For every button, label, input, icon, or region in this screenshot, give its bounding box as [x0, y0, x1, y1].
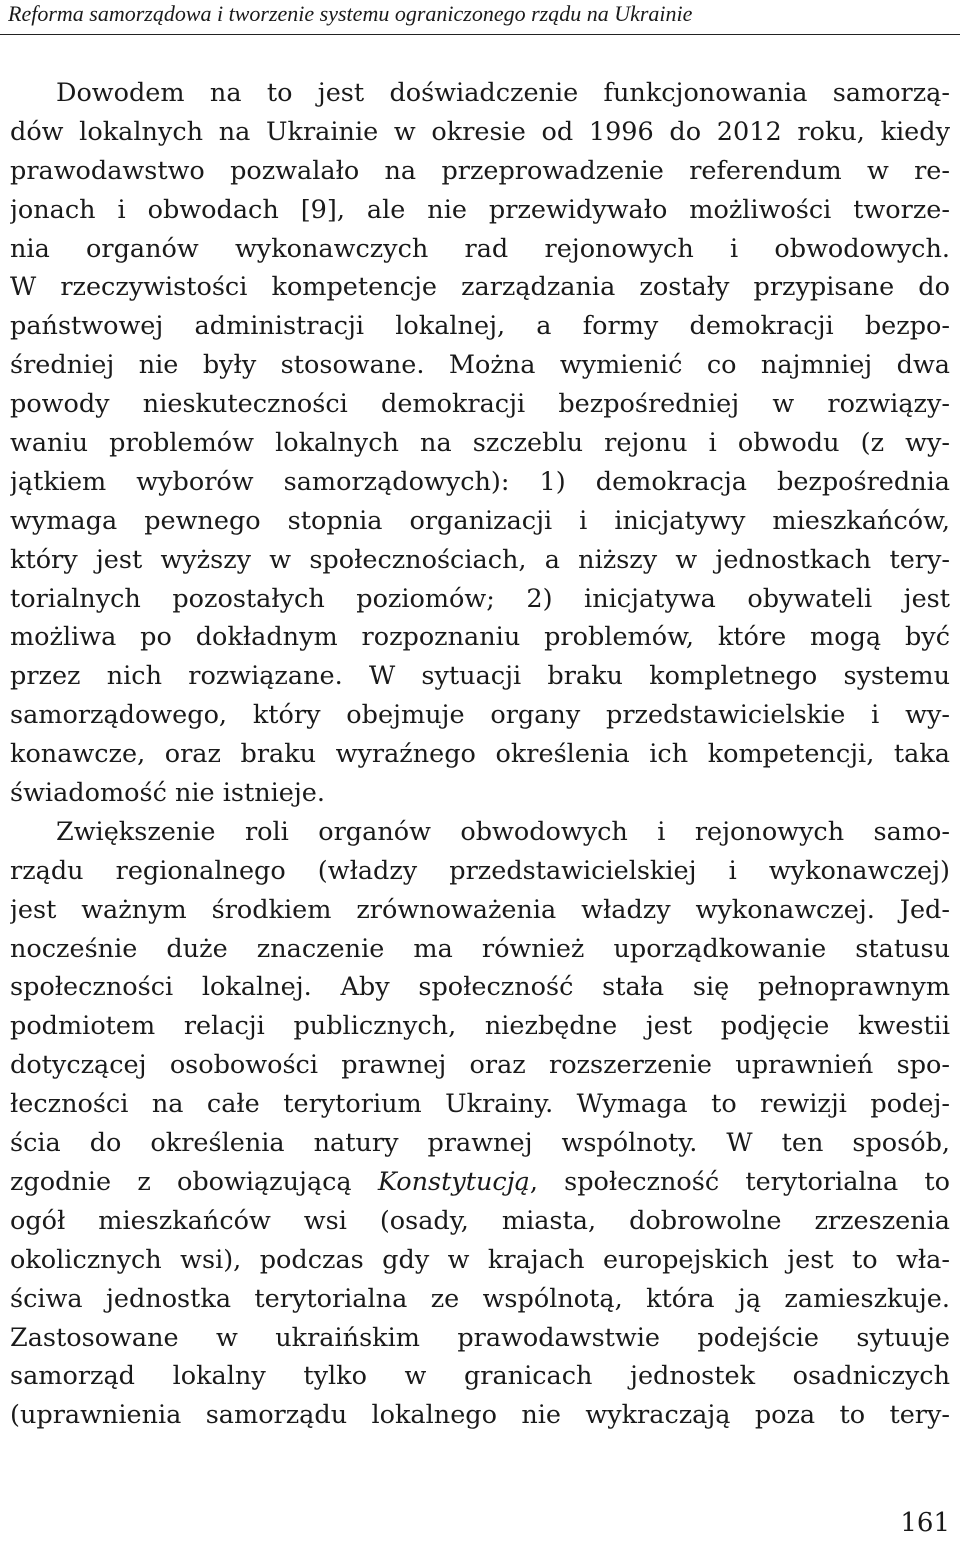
- text-line: nocześnie duże znaczenie ma również uporządkowanie statusu: [10, 933, 950, 964]
- text-line: wymaga pewnego stopnia organizacji i inicjatywy mieszkańców,: [10, 505, 950, 536]
- text-line: okolicznych wsi), podczas gdy w krajach europejskich jest to wła-: [10, 1244, 950, 1275]
- text-line: Dowodem na to jest doświadczenie funkcjonowania samorzą-: [56, 78, 950, 108]
- text-line: Zastosowane w ukraińskim prawodawstwie podejście sytuuje: [10, 1322, 950, 1353]
- text-line: [10, 1163, 950, 1202]
- text-line: dotyczącej osobowości prawnej oraz rozszerzenie uprawnień spo-: [10, 1050, 950, 1081]
- text-line: ściwa jednostka terytorialna ze wspólnotą, która ją zamieszkuje.: [10, 1283, 950, 1314]
- text-line: podmiotem relacji publicznych, niezbędne jest podjęcie kwestii: [10, 1011, 950, 1042]
- header-divider: [0, 34, 960, 35]
- body-text: [10, 74, 950, 1435]
- text-line: dów lokalnych na Ukrainie w okresie od 1996 do 2012 roku, kiedy: [10, 116, 950, 147]
- text-line: prawodawstwo pozwalało na przeprowadzenie referendum w re-: [10, 155, 950, 186]
- text-line: który jest wyższy w społecznościach, a niższy w jednostkach tery-: [10, 544, 950, 575]
- text-line: (uprawnienia samorządu lokalnego nie wykraczają poza to tery-: [10, 1400, 950, 1431]
- text-line: rządu regionalnego (władzy przedstawicielskiej i wykonawczej): [10, 855, 950, 886]
- text-line: społeczności lokalnej. Aby społeczność stała się pełnoprawnym: [10, 972, 950, 1003]
- text-line: konawcze, oraz braku wyraźnego określenia ich kompetencji, taka: [10, 739, 950, 770]
- paragraph-end-line: świadomość nie istnieje.: [10, 778, 325, 809]
- page-number: 161: [900, 1508, 950, 1538]
- text-line: przez nich rozwiązane. W sytuacji braku kompletnego systemu: [10, 661, 950, 692]
- text-line: średniej nie były stosowane. Można wymienić co najmniej dwa: [10, 350, 950, 381]
- text-line: ścia do określenia natury prawnej wspólnoty. W ten sposób,: [10, 1128, 950, 1159]
- text-segment: , społeczność terytorialna to: [529, 1166, 950, 1197]
- text-line: torialnych pozostałych poziomów; 2) inicjatywa obywateli jest: [10, 583, 950, 614]
- text-line: ogół mieszkańców wsi (osady, miasta, dobrowolne zrzeszenia: [10, 1205, 950, 1236]
- running-header: Reforma samorządowa i tworzenie systemu ograniczonego rządu na Ukrainie: [8, 1, 693, 26]
- text-line: samorządowego, który obejmuje organy przedstawicielskie i wy-: [10, 700, 950, 731]
- text-line: możliwa po dokładnym rozpoznaniu problemów, które mogą być: [10, 622, 950, 653]
- text-line: waniu problemów lokalnych na szczeblu rejonu i obwodu (z wy-: [10, 428, 950, 459]
- text-line: jest ważnym środkiem zrównoważenia władzy wykonawczej. Jed-: [10, 894, 950, 925]
- text-line: powody nieskuteczności demokracji bezpośredniej w rozwiązy-: [10, 389, 950, 420]
- italic-term: Konstytucją: [377, 1166, 530, 1197]
- text-line: W rzeczywistości kompetencje zarządzania zostały przypisane do: [10, 272, 950, 303]
- text-segment: zgodnie z obowiązującą: [10, 1166, 352, 1197]
- text-line: jątkiem wyborów samorządowych): 1) demokracja bezpośrednia: [10, 466, 950, 497]
- text-line: państwowej administracji lokalnej, a formy demokracji bezpo-: [10, 311, 950, 342]
- text-line: nia organów wykonawczych rad rejonowych i obwodowych.: [10, 233, 950, 264]
- text-line: samorząd lokalny tylko w granicach jednostek osadniczych: [10, 1361, 950, 1392]
- text-line: Zwiększenie roli organów obwodowych i rejonowych samo-: [56, 816, 950, 847]
- text-line: łeczności na całe terytorium Ukrainy. Wymaga to rewizji podej-: [10, 1089, 950, 1120]
- text-line: jonach i obwodach [9], ale nie przewidywało możliwości tworze-: [10, 194, 950, 225]
